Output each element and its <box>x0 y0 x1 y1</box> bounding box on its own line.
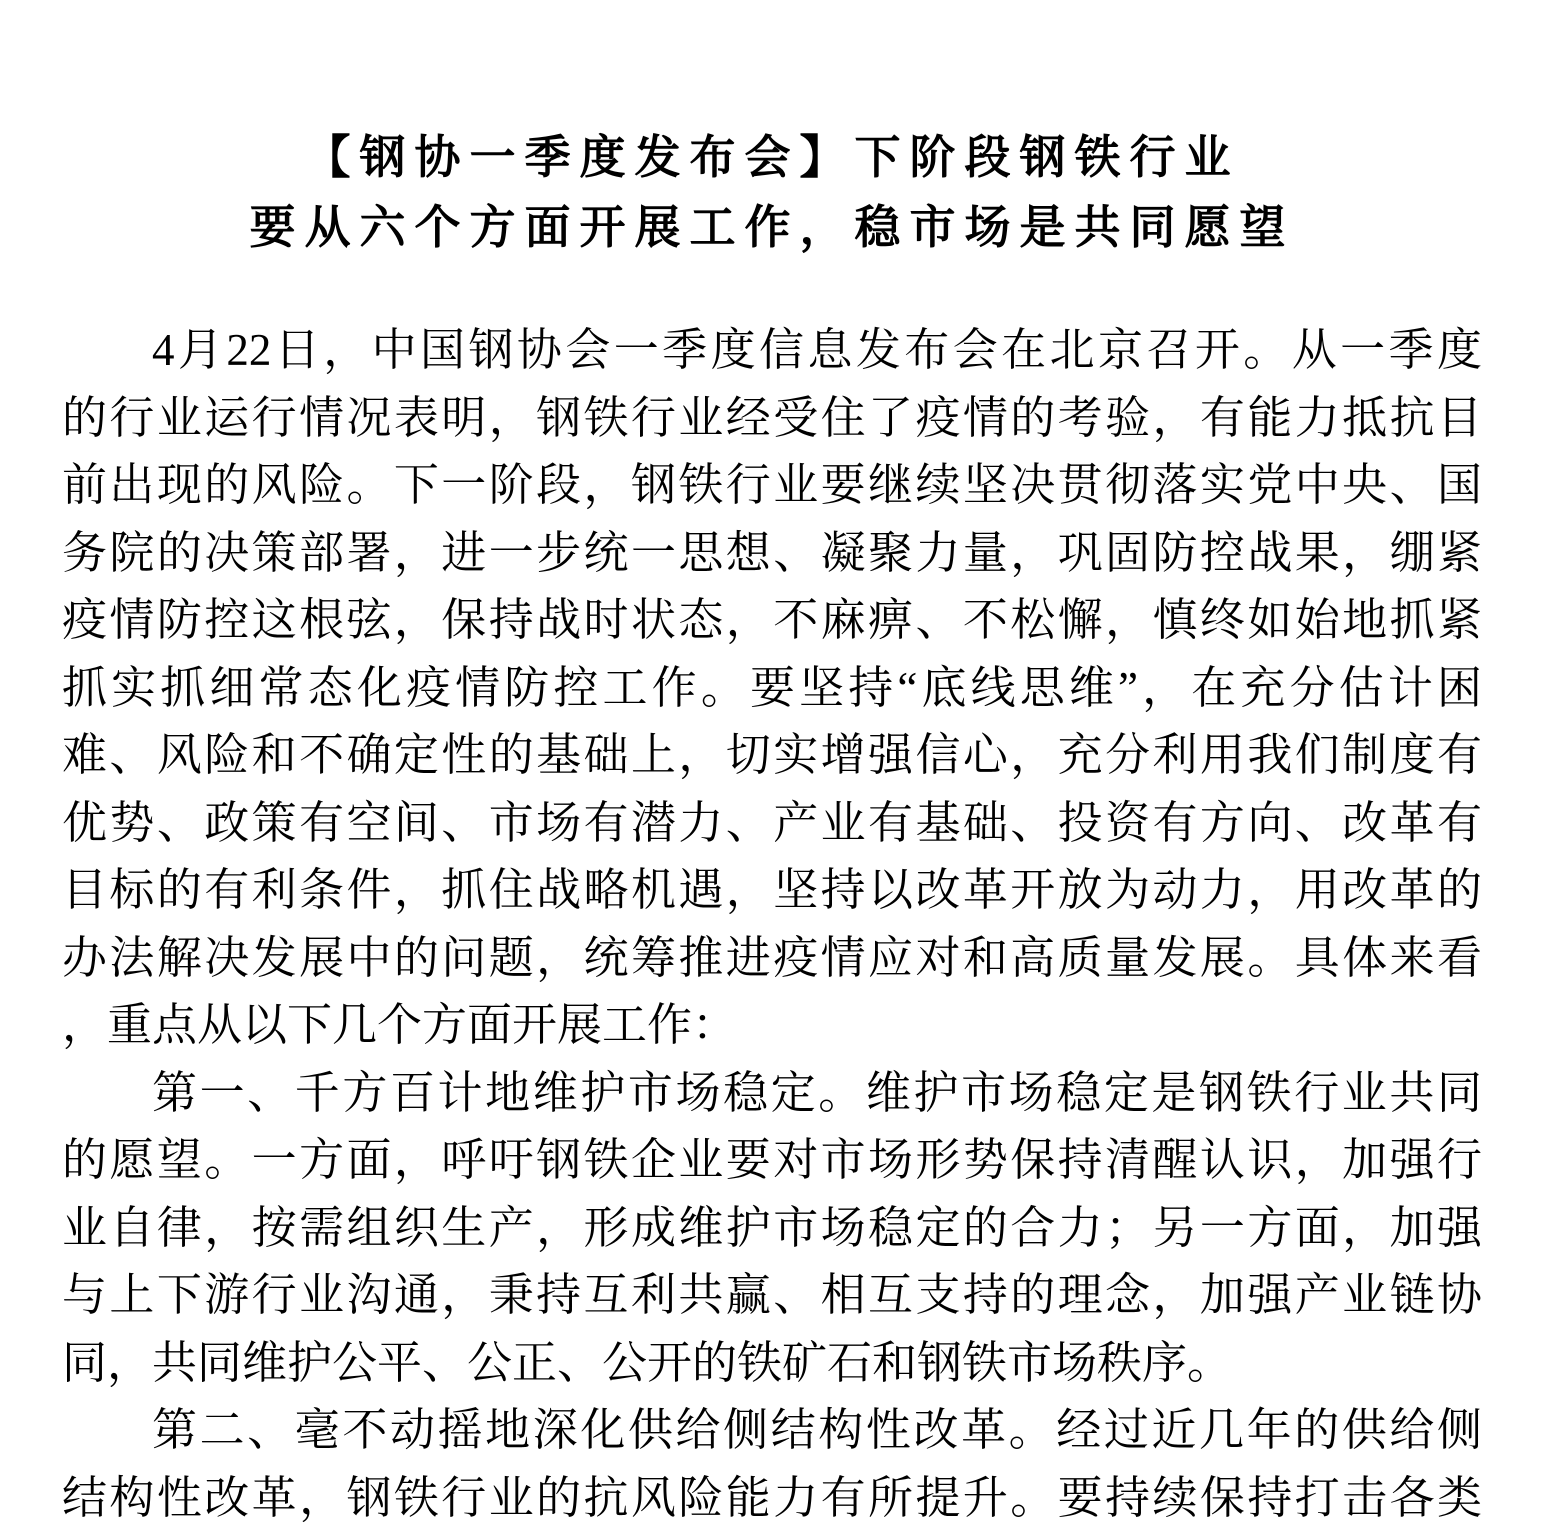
body-text-line: 业自律，按需组织生产，形成维护市场稳定的合力；另一方面，加强 <box>62 1202 1482 1253</box>
body-text-line: 4月22日，中国钢协会一季度信息发布会在北京召开。从一季度 <box>152 325 1482 375</box>
body-text-line: 优势、政策有空间、市场有潜力、产业有基础、投资有方向、改革有 <box>62 797 1482 848</box>
body-text-line: 的行业运行情况表明，钢铁行业经受住了疫情的考验，有能力抵抗目 <box>62 392 1482 443</box>
body-text-line: 的愿望。一方面，呼吁钢铁企业要对市场形势保持清醒认识，加强行 <box>62 1135 1482 1185</box>
body-text-line: 务院的决策部署，进一步统一思想、凝聚力量，巩固防控战果，绷紧 <box>62 527 1482 578</box>
body-text-line: 与上下游行业沟通，秉持互利共赢、相互支持的理念，加强产业链协 <box>62 1270 1482 1320</box>
body-text-line: ，重点从以下几个方面开展工作： <box>62 1000 738 1050</box>
body-text-line: 同，共同维护公平、公正、公开的铁矿石和钢铁市场秩序。 <box>62 1337 1233 1388</box>
body-text-line: 结构性改革，钢铁行业的抗风险能力有所提升。要持续保持打击各类 <box>62 1472 1482 1523</box>
body-text-line: 办法解决发展中的问题，统筹推进疫情应对和高质量发展。具体来看 <box>62 932 1482 983</box>
body-text-line: 第二、毫不动摇地深化供给侧结构性改革。经过近几年的供给侧 <box>152 1405 1482 1455</box>
body-text-line: 难、风险和不确定性的基础上，切实增强信心，充分利用我们制度有 <box>62 730 1482 780</box>
document-title <box>62 123 1482 263</box>
document-title-line: 【钢协一季度发布会】下阶段钢铁行业 <box>304 132 1240 183</box>
body-text-line: 抓实抓细常态化疫情防控工作。要坚持“底线思维”，在充分估计困 <box>62 662 1482 713</box>
document-content <box>62 123 1482 1532</box>
body-text-line: 第一、千方百计地维护市场稳定。维护市场稳定是钢铁行业共同 <box>152 1067 1482 1118</box>
document-title-line: 要从六个方面开展工作，稳市场是共同愿望 <box>249 202 1295 253</box>
body-text-line: 前出现的风险。下一阶段，钢铁行业要继续坚决贯彻落实党中央、国 <box>62 460 1482 510</box>
body-text-line: 疫情防控这根弦，保持战时状态，不麻痹、不松懈，慎终如始地抓紧 <box>62 595 1482 645</box>
body-text-line: 目标的有利条件，抓住战略机遇，坚持以改革开放为动力，用改革的 <box>62 865 1482 915</box>
document-body <box>62 317 1482 1532</box>
